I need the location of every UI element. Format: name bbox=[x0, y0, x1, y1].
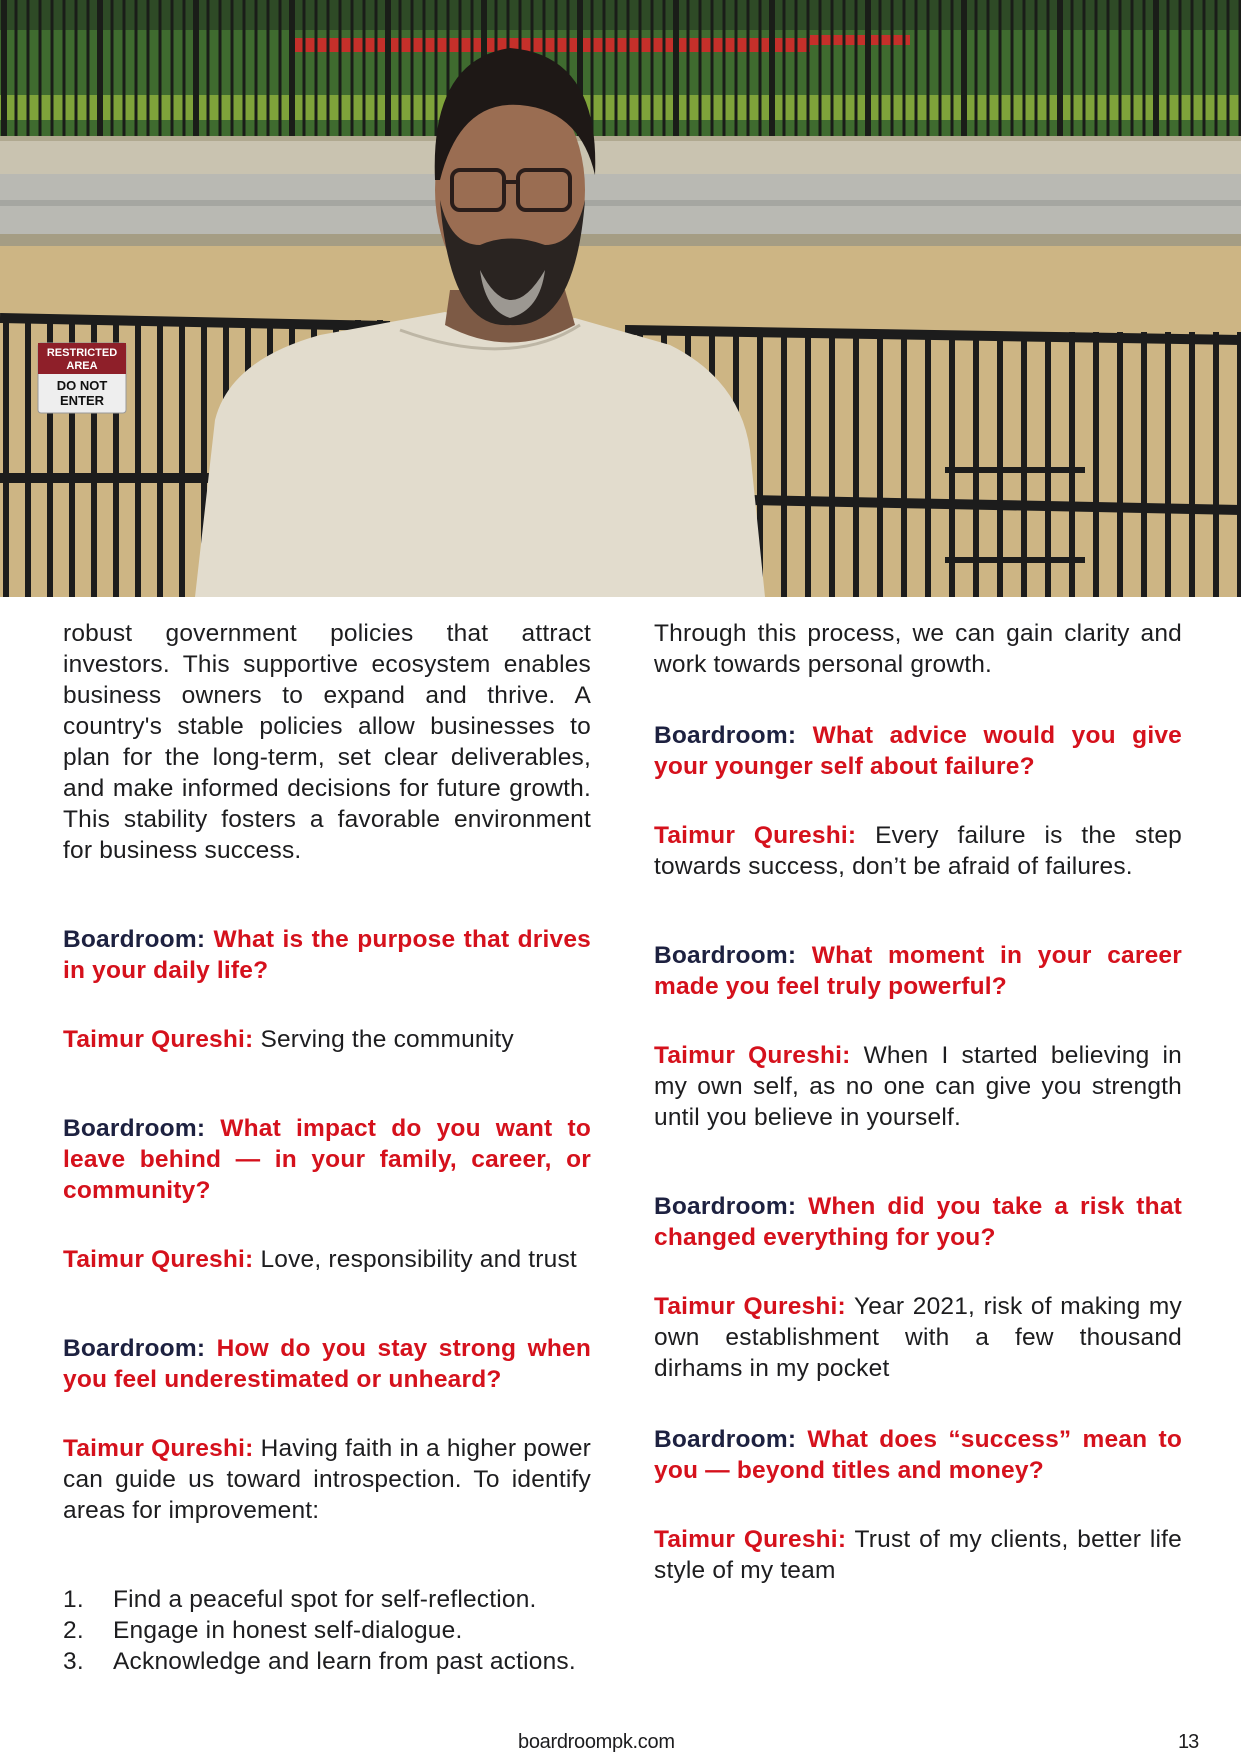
intro-paragraph: robust government policies that attract investors. This supportive ecosystem enables business owners to expand and thrive. A country's stable policies allow businesses to plan for the long-term, set clear deliverables, and make informed decisions for future growth. This stability fosters a favorable environment for business success. bbox=[63, 620, 591, 864]
sign-text-enter: ENTER bbox=[59, 393, 105, 408]
qa-question bbox=[63, 1333, 591, 1395]
qa-answer bbox=[63, 1024, 591, 1055]
list-text: Find a peaceful spot for self-reflection. bbox=[113, 1586, 537, 1613]
sign-text-area: AREA bbox=[66, 360, 98, 372]
list-text: Acknowledge and learn from past actions. bbox=[113, 1648, 576, 1675]
question-text: What moment in your career made you feel truly powerful? bbox=[654, 942, 1182, 1000]
sign-text-restricted: RESTRICTED bbox=[46, 347, 118, 359]
question-text: What impact do you want to leave behind — in your family, career, or community? bbox=[63, 1115, 591, 1204]
respondent-label: Taimur Qureshi: bbox=[63, 1435, 254, 1462]
portrait-photo bbox=[0, 0, 1241, 597]
footer-website-link[interactable]: boardroompk.com bbox=[518, 1731, 675, 1753]
question-text: When did you take a risk that changed everything for you? bbox=[654, 1193, 1183, 1251]
qa-answer bbox=[654, 1040, 1182, 1133]
respondent-label: Taimur Qureshi: bbox=[654, 1042, 851, 1069]
list-item bbox=[63, 1646, 591, 1677]
question-text: What advice would you give your younger self about failure? bbox=[654, 722, 1182, 780]
qa-question bbox=[63, 1113, 591, 1206]
interviewer-label: Boardroom: bbox=[654, 1426, 797, 1453]
interviewer-label: Boardroom: bbox=[654, 722, 797, 749]
left-column bbox=[63, 618, 591, 1677]
intro-paragraph: Through this process, we can gain clarity and work towards personal growth. bbox=[654, 620, 1182, 678]
flower-bed bbox=[290, 38, 810, 52]
page-number: 13 bbox=[1178, 1731, 1199, 1753]
answer-text: Serving the community bbox=[260, 1026, 514, 1053]
answer-text: Having faith in a higher power can guide us toward introspection. To identify areas for improvement: bbox=[63, 1435, 591, 1524]
improvement-steps-list bbox=[63, 1584, 591, 1677]
list-number: 1. bbox=[63, 1586, 84, 1613]
qa-question bbox=[654, 940, 1182, 1002]
interviewer-label: Boardroom: bbox=[63, 1115, 206, 1142]
list-number: 3. bbox=[63, 1648, 84, 1675]
list-text: Engage in honest self-dialogue. bbox=[113, 1617, 463, 1644]
list-item bbox=[63, 1584, 591, 1615]
respondent-label: Taimur Qureshi: bbox=[654, 1293, 846, 1320]
qa-question bbox=[654, 720, 1182, 782]
answer-text: Year 2021, risk of making my own establishment with a few thousand dirhams in my pocket bbox=[654, 1293, 1182, 1382]
qa-answer bbox=[654, 1524, 1182, 1586]
interviewer-label: Boardroom: bbox=[63, 926, 206, 953]
respondent-label: Taimur Qureshi: bbox=[63, 1246, 254, 1273]
answer-text: Every failure is the step towards success, don’t be afraid of failures. bbox=[654, 822, 1182, 880]
qa-question bbox=[63, 924, 591, 986]
answer-text: Love, responsibility and trust bbox=[260, 1246, 577, 1273]
interviewer-label: Boardroom: bbox=[63, 1335, 206, 1362]
question-text: How do you stay strong when you feel underestimated or unheard? bbox=[63, 1335, 591, 1393]
answer-text: When I started believing in my own self, as no one can give you strength until you believe in yourself. bbox=[654, 1042, 1182, 1131]
respondent-label: Taimur Qureshi: bbox=[654, 822, 857, 849]
list-item bbox=[63, 1615, 591, 1646]
qa-answer bbox=[63, 1244, 591, 1275]
qa-question bbox=[654, 1424, 1182, 1486]
qa-question bbox=[654, 1191, 1182, 1253]
restricted-area-sign bbox=[38, 343, 126, 413]
list-number: 2. bbox=[63, 1617, 84, 1644]
interviewer-label: Boardroom: bbox=[654, 1193, 797, 1220]
qa-answer bbox=[63, 1433, 591, 1526]
qa-answer bbox=[654, 1291, 1182, 1384]
question-text: What does “success” mean to you — beyond titles and money? bbox=[654, 1426, 1183, 1484]
sign-text-do-not: DO NOT bbox=[56, 378, 108, 393]
respondent-label: Taimur Qureshi: bbox=[63, 1026, 254, 1053]
answer-text: Trust of my clients, better life style of my team bbox=[654, 1526, 1182, 1584]
respondent-label: Taimur Qureshi: bbox=[654, 1526, 847, 1553]
question-text: What is the purpose that drives in your daily life? bbox=[63, 926, 591, 984]
qa-answer bbox=[654, 820, 1182, 882]
interviewer-label: Boardroom: bbox=[654, 942, 797, 969]
curb bbox=[0, 136, 1241, 174]
right-column bbox=[654, 618, 1182, 1586]
